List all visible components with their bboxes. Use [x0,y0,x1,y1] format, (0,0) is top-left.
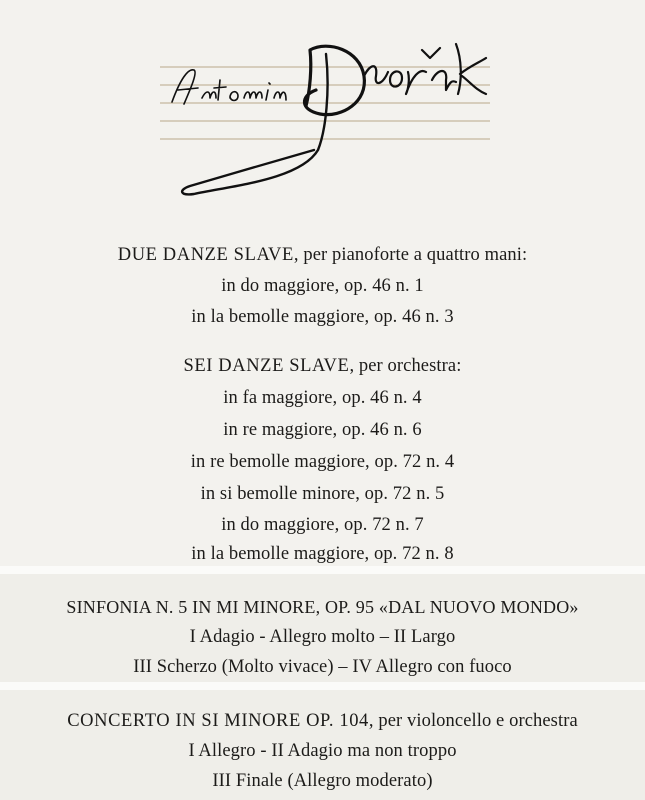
section-heading-sei-danze [0,355,645,377]
section-heading-concerto [0,710,645,732]
divider [0,566,645,574]
work-item: III Scherzo (Molto vivace) – IV Allegro con fuoco [133,657,512,677]
work-item: in la bemolle maggiore, op. 72 n. 8 [191,544,454,564]
work-item: III Finale (Allegro moderato) [212,771,433,791]
heading-caps: DUE DANZE SLAVE [117,245,294,265]
heading-caps: CONCERTO IN SI MINORE OP. 104 [67,711,369,731]
work-item: I Adagio - Allegro molto – II Largo [189,627,456,647]
work-item: in re bemolle maggiore, op. 72 n. 4 [190,452,455,472]
work-item: I Allegro - II Adagio ma non troppo [188,741,457,761]
work-item: in fa maggiore, op. 46 n. 4 [223,388,422,408]
heading-caps: SEI DANZE SLAVE [183,356,350,376]
work-item: in la bemolle maggiore, op. 46 n. 3 [191,307,454,327]
heading-rest: , per violoncello e orchestra [368,711,578,731]
work-item: in re maggiore, op. 46 n. 6 [223,420,422,440]
section-heading-due-danze [0,244,645,266]
section-heading-sinfonia: SINFONIA N. 5 IN MI MINORE, OP. 95 «DAL NUOVO MONDO» [66,597,579,617]
heading-rest: , per orchestra: [349,356,462,376]
work-item: in do maggiore, op. 72 n. 7 [221,515,424,535]
work-item: in si bemolle minore, op. 72 n. 5 [200,484,445,504]
work-item: in do maggiore, op. 46 n. 1 [221,276,424,296]
composer-signature [150,10,495,200]
heading-rest: , per pianoforte a quattro mani: [293,245,528,265]
divider [0,682,645,690]
